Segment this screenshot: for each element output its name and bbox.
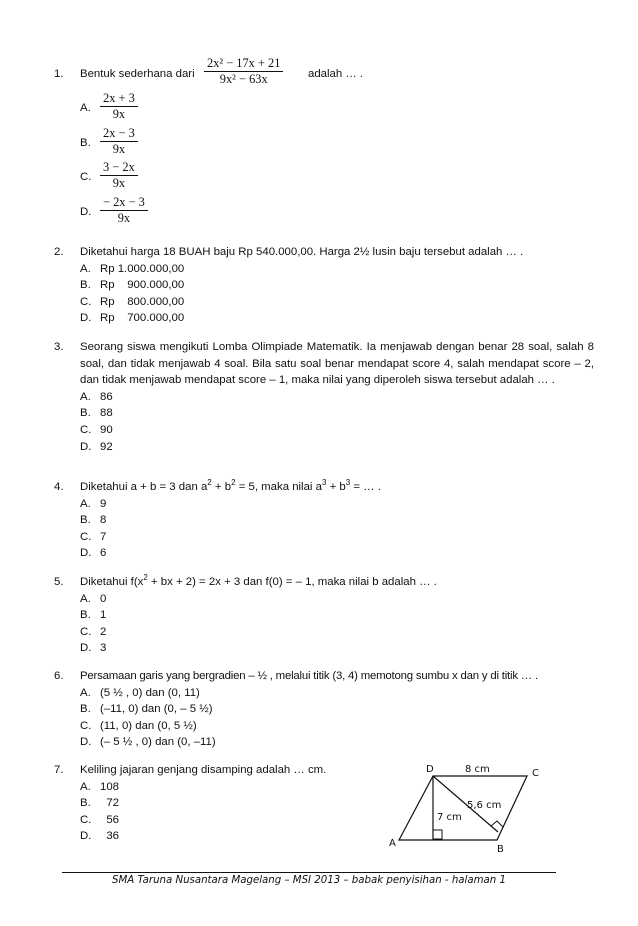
- question-1: [54, 56, 594, 92]
- question-number: 5.: [54, 576, 64, 588]
- option-label: A.: [80, 780, 91, 793]
- question-text: [80, 479, 594, 496]
- option-text: 7: [100, 530, 107, 543]
- option-a[interactable]: [80, 261, 594, 278]
- question-2: [54, 244, 594, 327]
- option-c[interactable]: [80, 624, 594, 641]
- option-label: A.: [80, 686, 91, 699]
- question-6: [54, 668, 594, 751]
- option-label: B.: [80, 279, 91, 292]
- option-text: (–11, 0) dan (0, – 5 ½): [100, 703, 213, 716]
- side-height-label: 5,6 cm: [467, 800, 502, 811]
- question-number: 6.: [54, 670, 64, 682]
- option-c[interactable]: [80, 160, 180, 192]
- right-angle-mark-side: [491, 821, 503, 827]
- option-fraction: [100, 195, 148, 226]
- option-text: 88: [100, 407, 113, 420]
- top-length-label: 8 cm: [465, 764, 490, 775]
- option-label: D.: [80, 736, 92, 749]
- option-label: D.: [80, 830, 92, 843]
- question-2-options: [80, 261, 594, 327]
- option-d[interactable]: [80, 545, 594, 562]
- option-text: Rp 900.000,00: [100, 279, 185, 292]
- option-label: C.: [80, 295, 92, 308]
- option-b[interactable]: [80, 512, 594, 529]
- option-label: D.: [80, 547, 92, 560]
- text-part: + b: [326, 481, 346, 493]
- option-text: Rp 700.000,00: [100, 312, 185, 325]
- option-text: (11, 0) dan (0, 5 ½): [100, 719, 197, 732]
- question-6-options: [80, 685, 594, 751]
- option-text: Rp 800.000,00: [100, 295, 185, 308]
- option-denominator: 9x: [117, 211, 131, 225]
- text-part: = … .: [350, 481, 381, 493]
- option-label: B.: [80, 407, 91, 420]
- option-c[interactable]: [80, 294, 594, 311]
- option-label: A.: [80, 390, 91, 403]
- option-text: 6: [100, 547, 107, 560]
- option-label: C.: [80, 171, 92, 183]
- option-label: A.: [80, 102, 91, 114]
- option-label: A.: [80, 592, 91, 605]
- fraction-expression: [204, 56, 283, 87]
- option-text: 108: [100, 780, 120, 793]
- option-denominator: 9x: [112, 176, 126, 190]
- option-label: B.: [80, 609, 91, 622]
- option-text: 90: [100, 423, 113, 436]
- option-label: B.: [80, 514, 91, 527]
- text-part: + b: [211, 481, 232, 493]
- option-a[interactable]: [80, 685, 594, 702]
- question-number: 3.: [54, 341, 64, 353]
- question-4-options: [80, 496, 594, 562]
- superscript: 2: [143, 573, 148, 583]
- superscript: 3: [345, 478, 351, 488]
- question-number: 4.: [54, 481, 64, 493]
- option-text: 92: [100, 440, 113, 453]
- option-d[interactable]: [80, 640, 594, 657]
- option-text: 56: [100, 813, 119, 826]
- option-b[interactable]: [80, 405, 594, 422]
- option-d[interactable]: [80, 439, 594, 456]
- question-4: [54, 479, 594, 562]
- question-7-options: [80, 779, 374, 845]
- option-numerator: 3 − 2x: [100, 160, 138, 176]
- option-text: 2: [100, 625, 107, 638]
- option-text: 1: [100, 609, 107, 622]
- option-d[interactable]: [80, 734, 594, 751]
- question-text-suffix: adalah … .: [308, 68, 364, 80]
- option-a[interactable]: [80, 389, 594, 406]
- page-footer: SMA Taruna Nusantara Magelang – MSI 2013 – babak penyisihan - halaman 1: [62, 872, 556, 886]
- option-fraction: [100, 160, 138, 191]
- question-7: [54, 762, 374, 845]
- vertex-label-b: B: [497, 844, 504, 855]
- option-c[interactable]: [80, 422, 594, 439]
- option-c[interactable]: [80, 529, 594, 546]
- option-b[interactable]: [80, 126, 180, 158]
- vertex-label-c: C: [532, 768, 539, 779]
- option-label: C.: [80, 625, 92, 638]
- option-b[interactable]: [80, 277, 594, 294]
- question-text: [80, 574, 594, 591]
- option-label: D.: [80, 642, 92, 655]
- option-numerator: 2x − 3: [100, 126, 138, 142]
- option-c[interactable]: [80, 718, 594, 735]
- option-a[interactable]: [80, 496, 594, 513]
- vertex-label-d: D: [426, 764, 434, 775]
- option-a[interactable]: [80, 91, 180, 123]
- text-part: = 5, maka nilai a: [235, 481, 322, 493]
- text-part: Diketahui f(x: [80, 576, 144, 588]
- option-denominator: 9x: [112, 107, 126, 121]
- option-c[interactable]: [80, 812, 374, 829]
- option-a[interactable]: [80, 591, 594, 608]
- text-part: + bx + 2) = 2x + 3 dan f(0) = – 1, maka nilai b adalah … .: [147, 576, 437, 588]
- question-text: Bentuk sederhana dari: [80, 68, 195, 80]
- option-d[interactable]: [80, 195, 180, 227]
- option-fraction: [100, 91, 138, 122]
- fraction-numerator: 2x² − 17x + 21: [204, 56, 283, 72]
- question-text: Diketahui harga 18 BUAH baju Rp 540.000,00. Harga 2½ lusin baju tersebut adalah … .: [80, 246, 524, 258]
- option-text: 36: [100, 830, 119, 843]
- question-5-options: [80, 591, 594, 657]
- question-text: Persamaan garis yang bergradien – ½ , melalui titik (3, 4) memotong sumbu x dan y di titik … .: [80, 670, 538, 682]
- option-denominator: 9x: [112, 142, 126, 156]
- option-label: D.: [80, 440, 92, 453]
- option-text: 8: [100, 514, 107, 527]
- option-text: 9: [100, 497, 107, 510]
- superscript: 2: [231, 478, 236, 488]
- option-numerator: 2x + 3: [100, 91, 138, 107]
- option-a[interactable]: [80, 779, 374, 796]
- option-label: D.: [80, 312, 92, 325]
- option-label: B.: [80, 797, 91, 810]
- option-label: C.: [80, 813, 92, 826]
- option-d[interactable]: [80, 828, 374, 845]
- question-text: Seorang siswa mengikuti Lomba Olimpiade Matematik. Ia menjawab dengan benar 28 soal, salah 8 soal, dan tidak menjawab 4 soal. Bila satu soal benar mendapat score 4, salah mendapat score – 2, dan tidak menjawab mendapat score – 1, maka nilai yang diperoleh siswa tersebut adalah … .: [80, 341, 594, 387]
- option-d[interactable]: [80, 310, 594, 327]
- option-label: C.: [80, 530, 92, 543]
- option-label: B.: [80, 703, 91, 716]
- option-label: B.: [80, 137, 91, 149]
- option-text: 72: [100, 797, 119, 810]
- question-5: [54, 574, 594, 657]
- question-number: 7.: [54, 764, 64, 776]
- question-number: 1.: [54, 68, 64, 80]
- option-text: (5 ½ , 0) dan (0, 11): [100, 686, 200, 699]
- superscript: 2: [207, 478, 212, 488]
- right-angle-mark-base: [433, 830, 442, 839]
- option-text: Rp 1.000.000,00: [100, 262, 185, 275]
- question-text: Keliling jajaran genjang disamping adalah … cm.: [80, 764, 327, 776]
- fraction-denominator: 9x² − 63x: [219, 72, 268, 86]
- option-numerator: − 2x − 3: [100, 195, 148, 211]
- option-text: 86: [100, 390, 113, 403]
- question-number: 2.: [54, 246, 64, 258]
- question-3-options: [80, 389, 594, 455]
- option-text: 3: [100, 642, 107, 655]
- option-label: C.: [80, 719, 92, 732]
- option-label: D.: [80, 206, 92, 218]
- option-b[interactable]: [80, 701, 594, 718]
- option-text: 0: [100, 592, 107, 605]
- vertex-label-a: A: [389, 838, 396, 849]
- superscript: 3: [321, 478, 327, 488]
- parallelogram-diagram: [385, 760, 545, 856]
- option-b[interactable]: [80, 607, 594, 624]
- option-b[interactable]: [80, 795, 374, 812]
- question-1-stem: [80, 56, 594, 92]
- text-part: Diketahui a + b = 3 dan a: [80, 481, 208, 493]
- question-3: [54, 339, 594, 455]
- option-fraction: [100, 126, 138, 157]
- option-label: C.: [80, 423, 92, 436]
- option-label: A.: [80, 262, 91, 275]
- height-label: 7 cm: [437, 812, 462, 823]
- option-label: A.: [80, 497, 91, 510]
- parallelogram-shape: [399, 776, 527, 840]
- option-text: (– 5 ½ , 0) dan (0, –11): [100, 736, 216, 749]
